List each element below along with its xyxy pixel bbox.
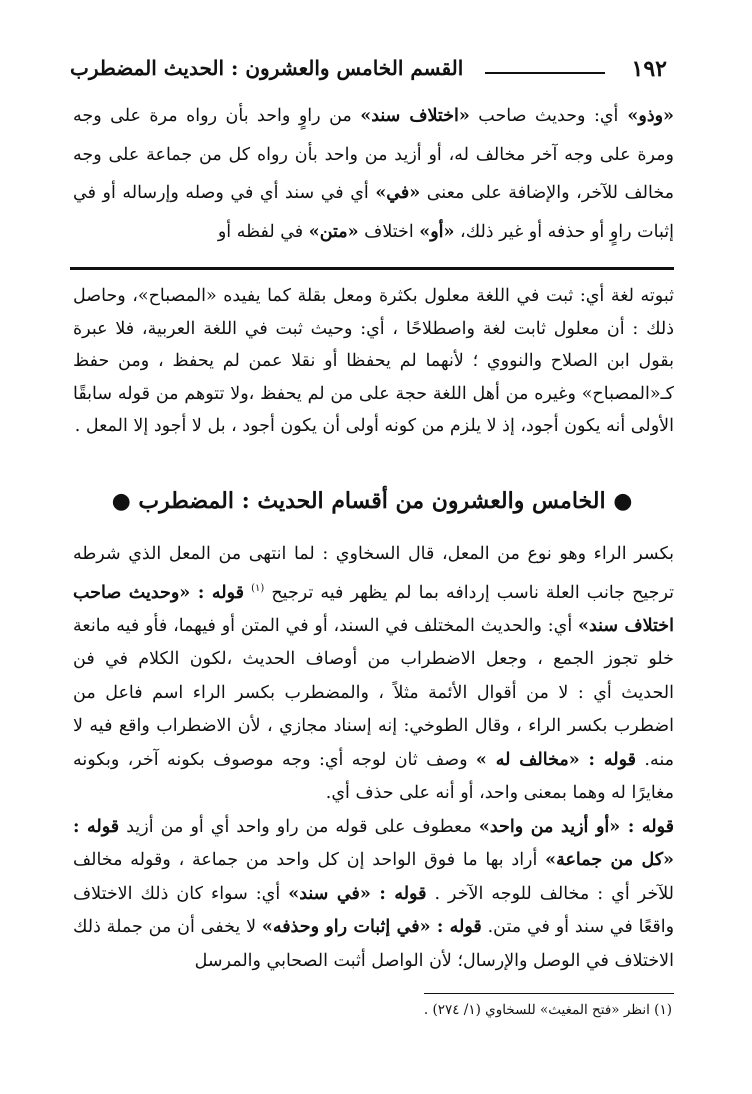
bold-term: «وذو» <box>618 106 674 126</box>
text-run: معطوف على قوله من راو واحد أي أو من أزيد <box>119 816 479 837</box>
text-paragraph <box>73 538 674 811</box>
bold-term: قوله : «في إثبات راو وحذفه» <box>261 917 482 938</box>
bold-term: «اختلاف سند» <box>360 106 470 126</box>
footnote-rule <box>424 993 674 994</box>
text-paragraph <box>73 97 674 251</box>
bold-term: قوله : «وحديث صاحب اختلاف سند» <box>73 582 674 636</box>
text-run: لا يخفى أن من جملة ذلك الاختلاف في الوصل والإرسال؛ لأن الواصل أثبت الصحابي والمرسل <box>73 917 674 971</box>
running-title: القسم الخامس والعشرون : الحديث المضطرب <box>70 56 464 80</box>
text-run: وصف ثان لوجه أي: وجه موصوف بكونه آخر، وبكونه مغايرًا له وهما بمعنى واحد، أو أنه على حذف أي. <box>73 749 674 804</box>
page-header <box>70 50 667 90</box>
text-run: بكسر الراء وهو نوع من المعل، قال السخاوي : لما انتهى من المعل الذي شرطه ترجيح جانب العلة ناسب إردافه بما لم يظهر فيه ترجيح <box>73 544 674 603</box>
text-run: أي: سواء كان ذلك الاختلاف واقعًا في سند أو في متن. <box>73 883 675 938</box>
main-text <box>73 538 674 978</box>
note-text <box>73 280 674 443</box>
header-rule <box>485 72 605 74</box>
text-run: أي في سند أي في وصله وإرساله أو في إثبات راوٍ أو حذفه أو غير ذلك، <box>73 183 674 242</box>
text-run: أراد بها ما فوق الواحد إن كل واحد من جماعة ، وقوله مخالف للآخر أي : مخالف للوجه الآخر . <box>73 850 674 904</box>
commentary-text <box>73 97 674 251</box>
footnote: (١) انظر «فتح المغيث» للسخاوي (١/ ٢٧٤) . <box>423 1002 672 1018</box>
bold-term: «أو» <box>419 221 455 242</box>
text-run: اختلاف <box>358 221 420 242</box>
text-paragraph <box>73 811 674 979</box>
text-paragraph: ثبوته لغة أي: ثبت في اللغة معلول بكثرة ومعل بقلة كما يفيده «المصباح»، وحاصل ذلك : أن معلول ثابت لغة واصطلاحًا ، أي: وحيث ثبت في اللغة العربية، فلا عبرة بقول ابن الصلاح والنووي ؛ لأنهما لم يحفظا أو نقلا عمن لم يحفظ ، ومن حفظ كـ«المصباح» وغيره من أهل اللغة حجة على من لم يحفظ ،ولا تتوهم من قوله سابقًا الأولى أنه يكون أجود، إذ لا يلزم من كونه أولى أن يكون أجود ، بل لا أجود إلا المعل . <box>73 286 674 436</box>
bold-term: قوله : «في سند» <box>288 883 427 904</box>
section-separator <box>70 267 674 270</box>
bold-term: قوله : «كل من جماعة» <box>73 816 674 871</box>
bold-term: قوله : «أو أزيد من واحد» <box>478 816 674 837</box>
bold-term: «في» <box>375 183 421 203</box>
text-run: في لفظه أو <box>217 221 309 242</box>
section-heading: ● الخامس والعشرون من أقسام الحديث : المضطرب ● <box>111 488 633 514</box>
text-run: أي: والحديث المختلف في السند، أو في المتن أو فيهما، فأو فيه مانعة خلو تجوز الجمع ، وجعل الاضطراب من أوصاف الحديث ،لكون الكلام في فن الحديث أي : لا من أقوال الأئمة مثلاً ، والمضطرب بكسر الراء اسم فاعل من اضطرب بكسر الراء ، وقال الطوخي: إنه إسناد مجازي ، لأن الاضطراب واقع فيه لا منه. <box>73 615 674 770</box>
page-number: ١٩٢ <box>631 56 667 82</box>
footnote-marker: (١) <box>251 582 265 594</box>
text-run: من راوٍ واحد بأن رواه مرة على وجه ومرة على وجه آخر مخالف له، أو أزيد من واحد بأن رواه كل من جماعة على وجه مخالف للآخر، والإضافة على معنى <box>73 106 674 203</box>
text-run: أي: وحديث صاحب <box>469 106 619 126</box>
bold-term: «متن» <box>308 221 359 242</box>
bold-term: قوله : «مخالف له » <box>475 749 637 770</box>
